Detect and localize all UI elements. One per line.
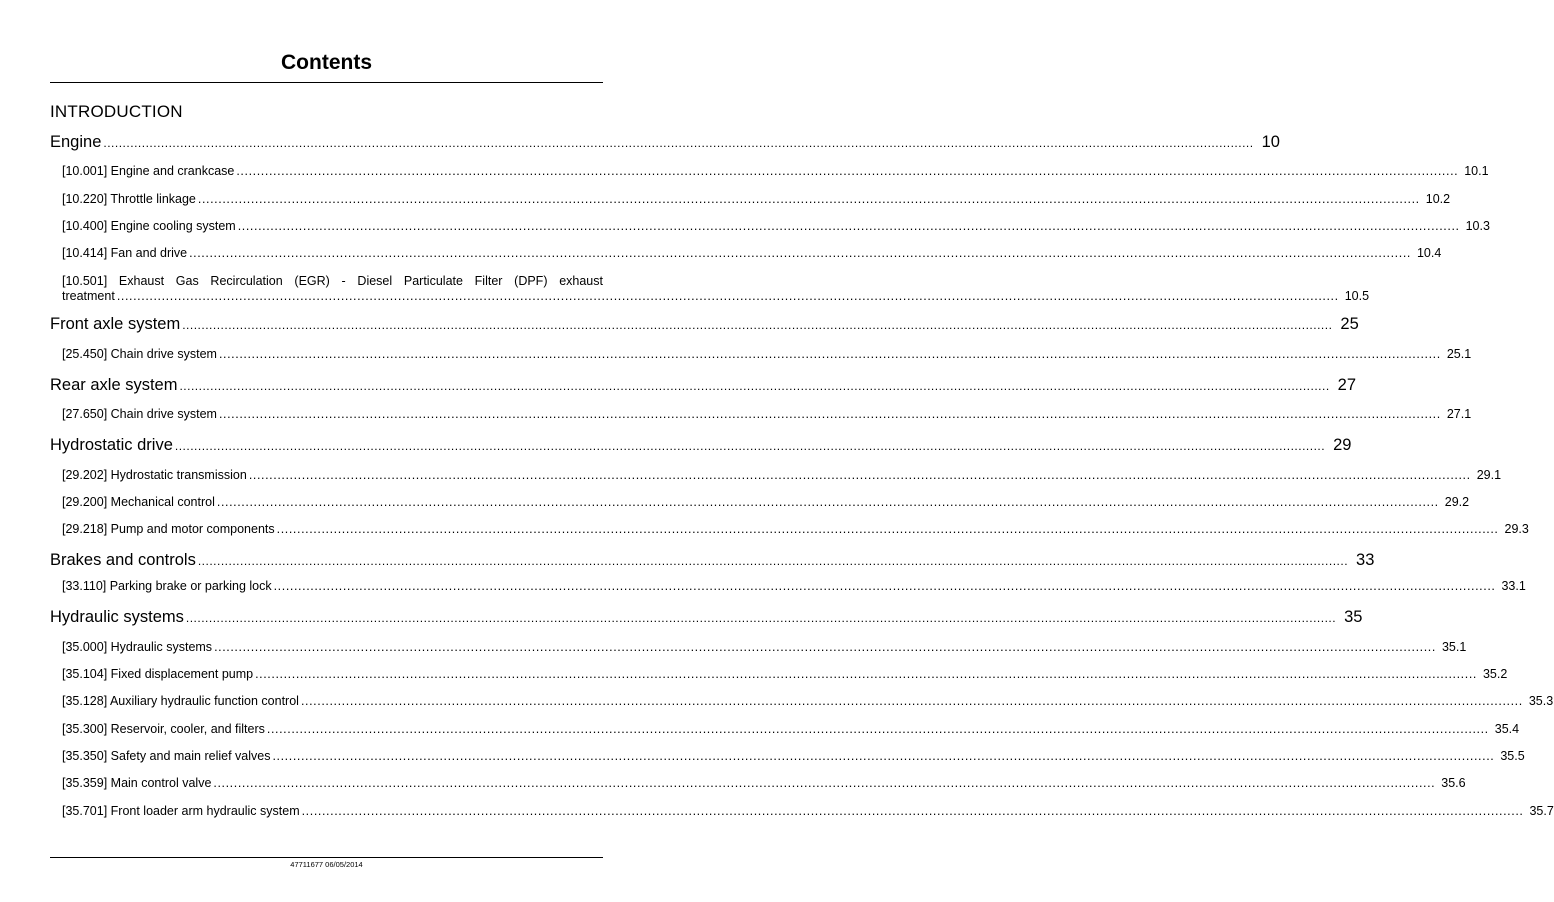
section-title: Rear axle system xyxy=(50,376,178,394)
dot-leader: ............................................................................................................................................................................................................................................................................................................ xyxy=(116,289,1339,303)
entry-title: [35.000] Hydraulic systems xyxy=(62,640,213,654)
footer-rule xyxy=(50,857,603,858)
entry-title: [10.400] Engine cooling system xyxy=(62,219,236,233)
entry-title-continuation: treatment xyxy=(62,289,115,303)
dot-leader: ............................................................................................................................................................................................................................................................................................................ xyxy=(236,164,1459,178)
entry-page: 10.4 xyxy=(1416,246,1442,260)
section-title: Front axle system xyxy=(50,315,181,333)
entry-title: [10.001] Engine and crankcase xyxy=(62,164,235,178)
dot-leader: ............................................................................................................................................................................................................................................................................................................ xyxy=(179,379,1330,393)
entry-title: [29.200] Mechanical control xyxy=(62,495,215,509)
toc-entry[interactable] xyxy=(62,347,1472,362)
entry-page: 29.3 xyxy=(1504,522,1529,536)
entry-page: 35.7 xyxy=(1529,804,1554,818)
entry-page: 29.2 xyxy=(1444,495,1470,509)
toc-entry[interactable] xyxy=(62,667,1508,682)
toc-entry[interactable] xyxy=(62,694,1554,709)
entry-page: 10.5 xyxy=(1344,289,1370,303)
toc-entry[interactable] xyxy=(62,522,1529,537)
entry-page: 29.1 xyxy=(1476,468,1502,482)
dot-leader: ............................................................................................................................................................................................................................................................................................................ xyxy=(218,407,1441,421)
entry-page: 25.1 xyxy=(1446,347,1472,361)
dot-leader: ............................................................................................................................................................................................................................................................................................................ xyxy=(189,246,1411,260)
entry-page: 35.5 xyxy=(1500,749,1525,763)
dot-leader: ............................................................................................................................................................................................................................................................................................................ xyxy=(301,804,1524,818)
dot-leader: ............................................................................................................................................................................................................................................................................................................ xyxy=(185,611,1337,625)
dot-leader: ............................................................................................................................................................................................................................................................................................................ xyxy=(266,722,1489,736)
entry-title: [29.202] Hydrostatic transmission xyxy=(62,468,247,482)
header-rule xyxy=(50,82,603,83)
introduction-heading: INTRODUCTION xyxy=(50,102,183,121)
entry-page: 10.3 xyxy=(1465,219,1490,233)
entry-page: 35.1 xyxy=(1441,640,1467,654)
toc-entry[interactable] xyxy=(62,640,1467,655)
toc-entry[interactable] xyxy=(62,579,1526,594)
section-page: 29 xyxy=(1333,436,1352,454)
entry-title: [35.701] Front loader arm hydraulic system xyxy=(62,804,300,818)
entry-page: 35.6 xyxy=(1441,776,1466,790)
toc-entry[interactable] xyxy=(62,164,1489,179)
dot-leader: ............................................................................................................................................................................................................................................................................................................ xyxy=(248,468,1471,482)
dot-leader: ............................................................................................................................................................................................................................................................................................................ xyxy=(255,667,1477,681)
dot-leader: ............................................................................................................................................................................................................................................................................................................ xyxy=(197,554,1349,568)
entry-title: [25.450] Chain drive system xyxy=(62,347,217,361)
entry-title: [10.501] Exhaust Gas Recirculation (EGR) - Diesel Particulate Filter (DPF) exhaust xyxy=(62,274,603,288)
dot-leader: ............................................................................................................................................................................................................................................................................................................ xyxy=(276,522,1499,536)
toc-entry[interactable] xyxy=(62,468,1502,483)
page-title: Contents xyxy=(281,51,372,74)
entry-page: 35.4 xyxy=(1494,722,1520,736)
entry-page: 10.2 xyxy=(1425,192,1451,206)
section-page: 33 xyxy=(1356,551,1375,569)
entry-title: [35.350] Safety and main relief valves xyxy=(62,749,271,763)
dot-leader: ............................................................................................................................................................................................................................................................................................................ xyxy=(213,776,1436,790)
dot-leader: ............................................................................................................................................................................................................................................................................................................ xyxy=(214,640,1436,654)
toc-section-engine[interactable] xyxy=(50,132,1280,153)
toc-entry-wrapped[interactable] xyxy=(62,274,1370,304)
entry-page: 35.2 xyxy=(1482,667,1508,681)
dot-leader: ............................................................................................................................................................................................................................................................................................................ xyxy=(103,136,1254,150)
section-page: 25 xyxy=(1340,315,1359,333)
toc-entry[interactable] xyxy=(62,722,1520,737)
toc-section-hydrostatic-drive[interactable] xyxy=(50,435,1352,456)
section-title: Engine xyxy=(50,133,102,151)
entry-title: [35.104] Fixed displacement pump xyxy=(62,667,254,681)
entry-page: 10.1 xyxy=(1464,164,1489,178)
dot-leader: ............................................................................................................................................................................................................................................................................................................ xyxy=(300,694,1523,708)
toc-section-brakes-and-controls[interactable] xyxy=(50,550,1375,571)
entry-page: 27.1 xyxy=(1446,407,1472,421)
entry-page: 33.1 xyxy=(1501,579,1526,593)
toc-entry[interactable] xyxy=(62,219,1490,234)
toc-entry[interactable] xyxy=(62,749,1525,764)
dot-leader: ............................................................................................................................................................................................................................................................................................................ xyxy=(216,495,1439,509)
section-page: 27 xyxy=(1337,376,1357,394)
entry-title: [10.414] Fan and drive xyxy=(62,246,188,260)
toc-entry[interactable] xyxy=(62,192,1451,207)
dot-leader: ............................................................................................................................................................................................................................................................................................................ xyxy=(237,219,1460,233)
entry-title: [35.128] Auxiliary hydraulic function control xyxy=(62,694,299,708)
toc-entry[interactable] xyxy=(62,246,1442,261)
entry-title: [27.650] Chain drive system xyxy=(62,407,217,421)
dot-leader: ............................................................................................................................................................................................................................................................................................................ xyxy=(197,192,1420,206)
toc-entry[interactable] xyxy=(62,804,1554,819)
entry-title: [35.359] Main control valve xyxy=(62,776,212,790)
dot-leader: ............................................................................................................................................................................................................................................................................................................ xyxy=(182,318,1333,332)
entry-page: 35.3 xyxy=(1528,694,1554,708)
toc-entry[interactable] xyxy=(62,407,1472,422)
section-title: Hydraulic systems xyxy=(50,608,184,626)
toc-entry[interactable] xyxy=(62,776,1466,791)
toc-section-hydraulic-systems[interactable] xyxy=(50,607,1363,628)
dot-leader: ............................................................................................................................................................................................................................................................................................................ xyxy=(273,579,1496,593)
dot-leader: ............................................................................................................................................................................................................................................................................................................ xyxy=(218,347,1441,361)
section-title: Brakes and controls xyxy=(50,551,196,569)
entry-title: [29.218] Pump and motor components xyxy=(62,522,275,536)
section-title: Hydrostatic drive xyxy=(50,436,173,454)
toc-section-rear-axle[interactable] xyxy=(50,375,1357,396)
entry-title: [10.220] Throttle linkage xyxy=(62,192,196,206)
entry-title: [33.110] Parking brake or parking lock xyxy=(62,579,272,593)
section-page: 10 xyxy=(1261,133,1280,151)
toc-entry[interactable] xyxy=(62,495,1470,510)
dot-leader: ............................................................................................................................................................................................................................................................................................................ xyxy=(272,749,1495,763)
footer-doc-id: 47711677 06/05/2014 xyxy=(290,860,363,869)
section-page: 35 xyxy=(1344,608,1363,626)
entry-title: [35.300] Reservoir, cooler, and filters xyxy=(62,722,265,736)
dot-leader: ............................................................................................................................................................................................................................................................................................................ xyxy=(174,439,1326,453)
toc-section-front-axle[interactable] xyxy=(50,314,1359,335)
